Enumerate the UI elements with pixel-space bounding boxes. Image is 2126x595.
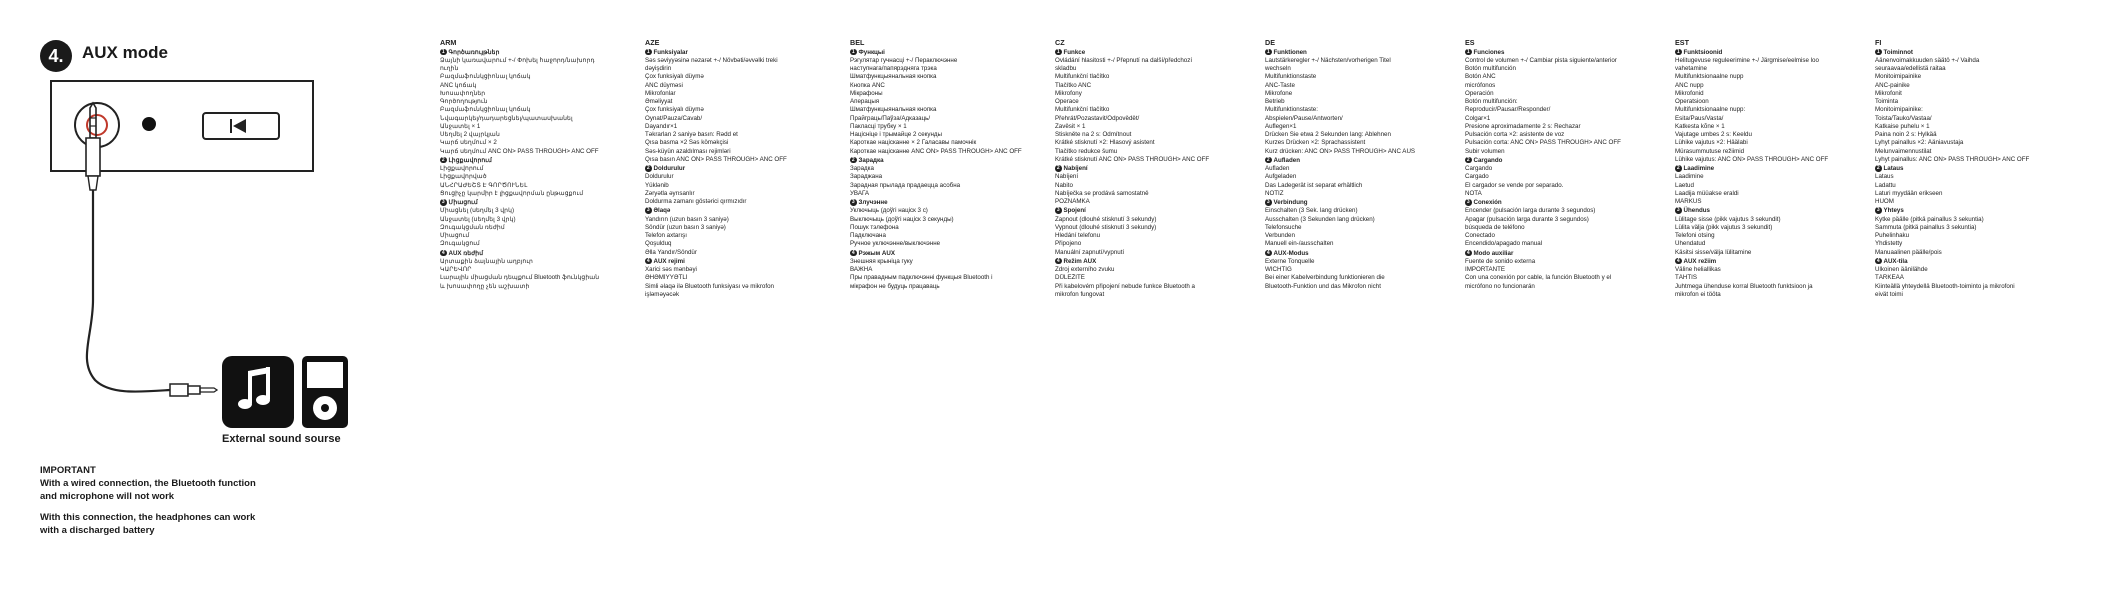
instruction-line: Helitugevuse reguleerimine +-/ Järgmise/eelmise loo	[1675, 56, 1819, 64]
instruction-line: Das Ladegerät ist separat erhältlich	[1265, 181, 1363, 189]
instruction-line: Аперацыя	[850, 98, 880, 106]
instruction-line: búsqueda de teléfono	[1465, 223, 1525, 231]
section-heading: 4 AUX režiim	[1676, 257, 1717, 265]
section-number-badge: 3	[1466, 199, 1470, 206]
section-heading: 3 Əlaqə	[646, 207, 671, 215]
section-heading: 2 Laadimine	[1676, 165, 1715, 173]
step-number-badge: 4.	[40, 40, 72, 72]
section-heading: 2 Doldurulur	[646, 165, 686, 173]
section-heading: 1 Funktionen	[1266, 48, 1307, 56]
instruction-line: Зараджана	[850, 173, 883, 181]
section-number-badge: 3	[441, 199, 445, 206]
instruction-line: Qısa basın ANC ON> PASS THROUGH> ANC OFF	[645, 155, 787, 163]
external-sound-source-device	[222, 355, 352, 429]
instruction-line: Кароткае націсканне × 2 Галасавы памочнік	[850, 139, 977, 147]
instruction-line: Laadija müüakse eraldi	[1675, 189, 1739, 197]
instruction-line: Բազմաֆունկցիոնալ կոճակ	[440, 106, 531, 114]
section-number-badge: 4	[1876, 257, 1880, 264]
instruction-line: Lataus	[1875, 173, 1894, 181]
section-heading: 2 Lataus	[1876, 165, 1904, 173]
instruction-line: ANC nupp	[1675, 81, 1704, 89]
section-number-badge: 1	[851, 48, 855, 55]
important-notes	[40, 465, 330, 547]
instruction-line: Mikrofonit	[1875, 89, 1902, 97]
instruction-line: Ручное уключэнне/выключэнне	[850, 240, 941, 248]
instruction-line: DŮLEŽITÉ	[1055, 274, 1085, 282]
section-number-badge: 3	[1056, 207, 1060, 214]
instruction-line: ԱՆՀՐԱԺԵՇՏ Է ԳՈՐԾՈՒՆԵԼ	[440, 181, 528, 189]
instruction-line: wechseln	[1265, 65, 1291, 73]
instruction-line: Fuente de sonido externa	[1465, 257, 1536, 265]
language-code: ARM	[440, 38, 457, 47]
instruction-line: Operace	[1055, 98, 1079, 106]
instruction-line: Lyhyt painallus ×2: Ääniavustaja	[1875, 139, 1964, 147]
instruction-line: Vypnout (dlouhé stisknutí 3 sekundy)	[1055, 223, 1157, 231]
instruction-line: Լիցքավորված	[440, 173, 487, 181]
instruction-line: Lyhyt painallus: ANC ON> PASS THROUGH> ANC OFF	[1875, 155, 2030, 163]
section-heading: 4 Modo auxiliar	[1466, 249, 1514, 257]
section-heading: 3 Verbindung	[1266, 199, 1308, 207]
instruction-line: HUOM	[1875, 198, 1894, 206]
instruction-line: Krátké stisknutí ANC ON> PASS THROUGH> ANC OFF	[1055, 155, 1210, 163]
section-heading: 3 Злучэнне	[851, 199, 888, 207]
instruction-line: Připojeno	[1055, 240, 1082, 248]
instruction-line: Telefoni otsing	[1675, 232, 1715, 240]
instruction-line: Зарадка	[850, 165, 874, 173]
instruction-line: Doldurulur	[645, 173, 674, 181]
section-number-badge: 3	[1876, 207, 1880, 214]
instruction-line: Кароткае націсканне ANC ON> PASS THROUGH> ANC OFF	[850, 147, 1022, 155]
instruction-line: Yhdistetty	[1875, 240, 1903, 248]
section-heading: 2 Aufladen	[1266, 156, 1300, 164]
instruction-line: Əməliyyat	[645, 98, 673, 106]
section-number-badge: 4	[441, 249, 445, 256]
instruction-line: Zəryətla əyrısanlır	[645, 189, 695, 197]
instruction-line: Reproducir/Pausar/Responder/	[1465, 106, 1551, 114]
instruction-line: Lühike vajutus ×2: Häälabi	[1675, 139, 1748, 147]
instruction-line: Ձայնի կառավարում +-/ Փոխել հաջորդ/նախորդ	[440, 56, 595, 64]
instruction-line: Oynat/Pauza/Cavab/	[645, 114, 703, 122]
language-code: EST	[1675, 38, 1689, 47]
instruction-line: Նվագարկել/դադարեցնել/պատասխանել	[440, 114, 573, 122]
instruction-line: Laadimine	[1675, 173, 1704, 181]
section-number-badge: 3	[646, 207, 650, 214]
instruction-line: Լիցքավորում	[440, 165, 484, 173]
instruction-line: Apagar (pulsación larga durante 3 segundos)	[1465, 215, 1589, 223]
notes-line-2: and microphone will not work	[40, 490, 175, 502]
instruction-line: Sammuta (pitkä painallus 3 sekuntia)	[1875, 223, 1977, 231]
instruction-line: Мікрафоны	[850, 89, 883, 97]
instruction-line: mikrofon fungovat	[1055, 290, 1105, 298]
instruction-line: Vajutage umbes 2 s: Keeldu	[1675, 131, 1752, 139]
instruction-line: Pulsación corta: ANC ON> PASS THROUGH> ANC OFF	[1465, 139, 1621, 147]
instruction-line: Manuell ein-/ausschalten	[1265, 240, 1334, 248]
instruction-line: Con una conexión por cable, la función Bluetooth y el	[1465, 274, 1612, 282]
instruction-line: Tlačítko ANC	[1055, 81, 1092, 89]
instruction-line: TÄRKEÄÄ	[1875, 274, 1904, 282]
instruction-line: Juhtmega ühenduse korral Bluetooth funktsioon ja	[1675, 282, 1813, 290]
instruction-line: наступнага/папярэдняга трэка	[850, 65, 937, 73]
instruction-line: Զուգակցում	[440, 240, 480, 248]
language-code: BEL	[850, 38, 865, 47]
instruction-line: Drücken Sie etwa 2 Sekunden lang: Ablehnen	[1265, 131, 1391, 139]
section-heading: 2 Nabíjení	[1056, 165, 1088, 173]
instruction-line: işləməyəcək	[645, 290, 680, 298]
instruction-line: Lülita välja (pikk vajutus 3 sekundit)	[1675, 223, 1773, 231]
instruction-line: Väline heliallikas	[1675, 266, 1721, 274]
instruction-line: ƏHƏMİYYƏTLİ	[645, 274, 688, 282]
instruction-line: Ulkoinen äänilähde	[1875, 266, 1928, 274]
instruction-line: micrófonos	[1465, 81, 1496, 89]
instruction-line: Qoşulduq	[645, 240, 672, 248]
instruction-line: Արտաքին ձայնային աղբյուր	[440, 257, 533, 265]
instruction-line: Externe Tonquelle	[1265, 257, 1315, 265]
language-column	[1055, 38, 1255, 299]
section-heading: 3 Ühendus	[1676, 207, 1710, 215]
instruction-line: ANC-painike	[1875, 81, 1910, 89]
instruction-line: Botón multifunción	[1465, 65, 1516, 73]
instruction-line: Melunvaimennustilat	[1875, 147, 1932, 155]
instruction-line: Ühendatud	[1675, 240, 1706, 248]
instruction-line: Ladattu	[1875, 181, 1896, 189]
instruction-line: Aufgeladen	[1265, 173, 1297, 181]
instruction-line: Control de volumen +-/ Cambiar pista siguiente/anterior	[1465, 56, 1617, 64]
instruction-line: Katkesta kõne × 1	[1675, 122, 1725, 130]
instruction-line: Manuaalinen päälle/pois	[1875, 248, 1942, 256]
aux-plug-icon	[86, 103, 100, 190]
language-code: CZ	[1055, 38, 1065, 47]
instruction-line: NOTA	[1465, 189, 1482, 197]
instruction-line: Multifunkční tlačítko	[1055, 73, 1110, 81]
notes-line-3: With this connection, the headphones can work	[40, 512, 256, 524]
instruction-line: Tlačítko redukce šumu	[1055, 147, 1118, 155]
instruction-line: Aufladen	[1265, 165, 1290, 173]
instruction-line: Stiskněte na 2 s: Odmítnout	[1055, 131, 1132, 139]
section-number-badge: 4	[851, 249, 855, 256]
instruction-line: Multifunktsionaalne nupp	[1675, 73, 1744, 81]
instruction-line: Սեղմել 2 վայրկյան	[440, 131, 500, 139]
instruction-line: Nabito	[1055, 181, 1073, 189]
instruction-line: Presione aproximadamente 2 s: Rechazar	[1465, 122, 1581, 130]
instruction-line: Բազմաֆունկցիոնալ կոճակ	[440, 73, 531, 81]
instruction-line: Multifunktsionaalne nupp:	[1675, 106, 1746, 114]
instruction-line: Yandırın (uzun basın 3 saniyə)	[645, 215, 729, 223]
step-title: AUX mode	[82, 43, 168, 62]
section-number-badge: 2	[1056, 165, 1060, 172]
instruction-line: Paina noin 2 s: Hylkää	[1875, 131, 1937, 139]
instruction-line: Puhelinhaku	[1875, 232, 1910, 240]
instruction-line: MÄRKUS	[1675, 198, 1702, 206]
section-number-badge: 2	[441, 156, 445, 163]
instruction-line: Знешняя крыніца гуку	[850, 257, 913, 265]
language-column	[1675, 38, 1875, 299]
instruction-line: Encender (pulsación larga durante 3 segundos)	[1465, 207, 1596, 215]
instruction-line: Encendido/apagado manual	[1465, 240, 1543, 248]
instruction-line: Кнопка ANC	[850, 81, 885, 89]
section-number-badge: 3	[851, 199, 855, 206]
section-heading: 3 Yhteys	[1876, 207, 1904, 215]
section-heading: 2 Зарадка	[851, 156, 884, 164]
instruction-line: skladbu	[1055, 65, 1077, 73]
instruction-line: Multifunktionstaste	[1265, 73, 1317, 81]
instruction-line: Mikrofone	[1265, 89, 1293, 97]
instruction-line: Při kabelovém připojení nebude funkce Bluetooth a	[1055, 282, 1195, 290]
instruction-line: ANC կոճակ	[440, 81, 477, 89]
instruction-line: Colgar×1	[1465, 114, 1491, 122]
instruction-line: Krátké stisknutí ×2: Hlasový asistent	[1055, 139, 1155, 147]
section-number-badge: 3	[1676, 207, 1680, 214]
instruction-line: Пакласці трубку × 1	[850, 122, 907, 130]
instruction-line: Անջատել (սեղմել 3 վրկ)	[440, 215, 516, 223]
section-heading: 4 AUX ռեժիմ	[441, 249, 484, 257]
instruction-line: mikrofon ei tööta	[1675, 290, 1721, 298]
instruction-line: Zavěsit × 1	[1055, 122, 1086, 130]
section-number-badge: 4	[1266, 249, 1270, 256]
section-number-badge: 1	[1056, 48, 1060, 55]
instruction-line: Kurz drücken: ANC ON> PASS THROUGH> ANC AUS	[1265, 147, 1416, 155]
instruction-line: Пошук тэлефона	[850, 223, 899, 231]
instruction-line: ուղին	[440, 65, 459, 73]
instruction-line: IMPORTANTE	[1465, 266, 1505, 274]
instruction-line: Միացնել (սեղմել 3 վրկ)	[440, 207, 515, 215]
aux-plug-end-icon	[170, 384, 217, 396]
instruction-line: Esita/Paus/Vasta/	[1675, 114, 1724, 122]
instruction-line: Рэгулятар гучнасці +-/ Пераключэнне	[850, 56, 958, 64]
instruction-line: Monitoimipainike	[1875, 73, 1922, 81]
instruction-line: Səs-küyün azaldılması rejimləri	[645, 147, 731, 155]
section-heading: 3 Spojení	[1056, 207, 1086, 215]
section-heading: 2 Cargando	[1466, 156, 1503, 164]
instruction-line: Выключыць (доўгі націск 3 секунды)	[850, 215, 954, 223]
section-heading: 4 AUX-tila	[1876, 257, 1908, 265]
instruction-line: Գործողություն	[440, 98, 488, 106]
instruction-line: Toiminta	[1875, 98, 1899, 106]
instruction-line: WICHTIG	[1265, 266, 1292, 274]
instruction-line: Միացում	[440, 232, 470, 240]
language-column	[1875, 38, 2075, 299]
section-heading: 4 AUX rejimi	[646, 257, 685, 265]
instruction-line: Operación	[1465, 89, 1494, 97]
music-app-icon	[222, 356, 294, 428]
language-column	[645, 38, 845, 299]
section-heading: 1 Функцыі	[851, 48, 885, 56]
instruction-line: NOTIZ	[1265, 189, 1284, 197]
instruction-line: Botón ANC	[1465, 73, 1496, 81]
instruction-line: Səs səviyyəsinə nəzarət +-/ Növbəti/əvvəlki treki	[645, 56, 778, 64]
instruction-line: Mikrofonlar	[645, 89, 676, 97]
instruction-line: Telefonsuche	[1265, 223, 1302, 231]
instruction-line: Laturi myydään erikseen	[1875, 189, 1943, 197]
section-number-badge: 2	[1676, 165, 1680, 172]
section-number-badge: 2	[851, 156, 855, 163]
instruction-line: vahetamine	[1675, 65, 1707, 73]
instruction-line: Betrieb	[1265, 98, 1285, 106]
instruction-line: dəyişdirin	[645, 65, 672, 73]
instruction-line: Yüklənib	[645, 181, 669, 189]
instruction-line: Kiinteällä yhteydellä Bluetooth-toiminto ja mikrofoni	[1875, 282, 2015, 290]
instruction-line: ВАЖНА	[850, 266, 873, 274]
instruction-line: Nabíjení	[1055, 173, 1079, 181]
section-heading: 3 Միացում	[441, 199, 478, 207]
instruction-line: Qısa basma ×2 Səs köməkçisi	[645, 139, 729, 147]
instruction-line: Multifunkční tlačítko	[1055, 106, 1110, 114]
instruction-line: Äänenvoimakkuuden säätö +-/ Vaihda	[1875, 56, 1980, 64]
instruction-line: Conectado	[1465, 232, 1495, 240]
instruction-line: Kurzes Drücken ×2: Sprachassistent	[1265, 139, 1366, 147]
instruction-line: Multifunktionstaste:	[1265, 106, 1318, 114]
instruction-line: Bei einer Kabelverbindung funktionieren die	[1265, 274, 1385, 282]
source-caption: External sound sourse	[222, 433, 341, 445]
instruction-line: Katkaise puhelu × 1	[1875, 122, 1930, 130]
language-column	[1465, 38, 1665, 291]
instruction-line: Botón multifunción:	[1465, 98, 1518, 106]
section-number-badge: 2	[1466, 156, 1470, 163]
instruction-line: Lautstärkeregler +-/ Nächsten/vorherigen Titel	[1265, 56, 1391, 64]
section-number-badge: 2	[1876, 165, 1880, 172]
instruction-line: Přehrát/Pozastavit/Odpovědět/	[1055, 114, 1140, 122]
instruction-line: Manuální zapnutí/vypnutí	[1055, 248, 1125, 256]
instruction-line: Cargado	[1465, 173, 1489, 181]
instruction-line: Ցուցիչը կարմիր է լիցքավորման ընթացքում	[440, 189, 584, 197]
instruction-line: Subir volumen	[1465, 147, 1505, 155]
instruction-line: Toista/Tauko/Vastaa/	[1875, 114, 1932, 122]
instruction-line: Шматфункцыянальная кнопка	[850, 106, 937, 114]
instruction-line: eivät toimi	[1875, 290, 1903, 298]
instruction-line: TÄHTIS	[1675, 274, 1698, 282]
instruction-line: Зарадная прылада прадаецца асобна	[850, 181, 961, 189]
language-code: AZE	[645, 38, 660, 47]
instruction-line: Націсніце і трымайце 2 секунды	[850, 131, 942, 139]
instruction-line: Operatsioon	[1675, 98, 1709, 106]
section-heading: 4 Režim AUX	[1056, 257, 1097, 265]
instruction-line: Zdroj externího zvuku	[1055, 266, 1115, 274]
instruction-line: Падключана	[850, 232, 886, 240]
section-number-badge: 1	[1676, 48, 1680, 55]
section-heading: 3 Conexión	[1466, 199, 1502, 207]
instruction-line: Çox funksiyalı düymə	[645, 106, 704, 114]
instruction-line: Уключыць (доўгі націск 3 с)	[850, 207, 928, 215]
language-column	[1265, 38, 1465, 291]
instruction-line: мікрафон не будуць працаваць	[850, 282, 940, 290]
section-number-badge: 2	[1266, 156, 1270, 163]
instruction-line: Söndür (uzun basın 3 saniyə)	[645, 223, 726, 231]
section-heading: 4 AUX-Modus	[1266, 249, 1309, 257]
instruction-line: micrófono no funcionarán	[1465, 282, 1535, 290]
instruction-line: Mikrofonid	[1675, 89, 1704, 97]
instruction-line: Ausschalten (3 Sekunden lang drücken)	[1265, 215, 1375, 223]
instruction-line: Monitoimipainike:	[1875, 106, 1923, 114]
instruction-line: ANC düyməsi	[645, 81, 683, 89]
instruction-line: Xarici səs mənbəyi	[645, 266, 697, 274]
language-column	[440, 38, 640, 291]
instruction-line: Կարճ սեղմում × 2	[440, 139, 497, 147]
instruction-line: Nabíječka se prodává samostatně	[1055, 189, 1149, 197]
instruction-line: Einschalten (3 Sek. lang drücken)	[1265, 207, 1358, 215]
section-number-badge: 4	[1466, 249, 1470, 256]
instruction-line: Пры правадным падключэнні функцыя Bluetooth і	[850, 274, 993, 282]
instruction-line: Təkrarlan 2 saniyə basın: Rədd et	[645, 131, 738, 139]
instruction-line: Mikrofony	[1055, 89, 1082, 97]
language-column	[850, 38, 1050, 291]
instruction-line: Laetud	[1675, 181, 1694, 189]
section-number-badge: 1	[646, 48, 650, 55]
instruction-line: Verbunden	[1265, 232, 1295, 240]
instruction-line: Bluetooth-Funktion und das Mikrofon nicht	[1265, 282, 1381, 290]
instruction-line: Mürasummutuse režiimid	[1675, 147, 1745, 155]
section-heading: 4 Рэжым AUX	[851, 249, 895, 257]
language-code: DE	[1265, 38, 1275, 47]
section-number-badge: 1	[1266, 48, 1270, 55]
section-number-badge: 1	[441, 48, 445, 55]
instruction-line: Çox funksiyalı düymə	[645, 73, 704, 81]
section-number-badge: 1	[1876, 48, 1880, 55]
instruction-line: Կարճ սեղմում ANC ON> PASS THROUGH> ANC OFF	[440, 147, 599, 155]
notes-line-4: with a discharged battery	[40, 525, 155, 537]
instruction-line: ԿԱՐԵՎՈՐ	[440, 266, 472, 274]
section-heading: 1 Funksiyalar	[646, 48, 688, 56]
section-heading: 1 Toiminnot	[1876, 48, 1913, 56]
instruction-line: Abspielen/Pause/Antworten/	[1265, 114, 1343, 122]
section-number-badge: 4	[646, 257, 650, 264]
instruction-line: El cargador se vende por separado.	[1465, 181, 1564, 189]
instruction-line: և խոսափողը չեն աշխատի	[440, 282, 530, 290]
language-code: FI	[1875, 38, 1882, 47]
instruction-line: Լարային միացման դեպքում Bluetooth ֆունկցիան	[440, 274, 600, 282]
notes-heading: IMPORTANT	[40, 465, 96, 476]
section-number-badge: 3	[1266, 199, 1270, 206]
section-heading: 1 Funkce	[1056, 48, 1086, 56]
instruction-line: Զուգակցման ռեժիմ	[440, 223, 505, 231]
instruction-line: Hledání telefonu	[1055, 232, 1101, 240]
section-heading: 2 Լիցքավորում	[441, 156, 492, 164]
section-heading: 1 Funciones	[1466, 48, 1505, 56]
section-number-badge: 4	[1056, 257, 1060, 264]
section-number-badge: 1	[1466, 48, 1470, 55]
instruction-line: Əlla Yandır/Söndür	[645, 248, 697, 256]
instruction-line: Zapnout (dlouhé stisknutí 3 sekundy)	[1055, 215, 1157, 223]
instruction-line: POZNÁMKA	[1055, 198, 1090, 206]
instruction-line: Cargando	[1465, 165, 1493, 173]
aux-cable-line	[87, 190, 170, 392]
instruction-line: ANC-Taste	[1265, 81, 1295, 89]
section-number-badge: 4	[1676, 257, 1680, 264]
instruction-line: Шматфункцыянальная кнопка	[850, 73, 937, 81]
instruction-line: Dayandır×1	[645, 122, 678, 130]
instruction-line: Lühike vajutus: ANC ON> PASS THROUGH> ANC OFF	[1675, 155, 1829, 163]
instruction-line: Lülitage sisse (pikk vajutus 3 sekundit)	[1675, 215, 1781, 223]
instruction-line: Прайграць/Паўза/Адказаць/	[850, 114, 931, 122]
instruction-line: Auflegen×1	[1265, 122, 1297, 130]
notes-line-1: With a wired connection, the Bluetooth function	[40, 477, 256, 489]
language-code: ES	[1465, 38, 1475, 47]
instruction-line: Kytke päälle (pitkä painallus 3 sekuntia)	[1875, 215, 1984, 223]
section-heading: 1 Funktsioonid	[1676, 48, 1723, 56]
instruction-line: Käsitsi sisse/välja lülitamine	[1675, 248, 1752, 256]
section-heading: 1 Գործառույթներ	[441, 48, 500, 56]
instruction-line: Telefon axtarışı	[645, 232, 687, 240]
instruction-line: Pulsación corta ×2: asistente de voz	[1465, 131, 1565, 139]
instruction-line: УВАГА	[850, 189, 870, 197]
section-number-badge: 2	[646, 165, 650, 172]
instruction-line: Doldurma zamanı göstərici qırmızıdır	[645, 198, 747, 206]
instruction-line: Խոսափողներ	[440, 89, 486, 97]
instruction-line: seuraavaa/edellistä raitaa	[1875, 65, 1946, 73]
instruction-line: Անջատել × 1	[440, 122, 481, 130]
instruction-line: Simli əlaqə ilə Bluetooth funksiyası və mikrofon	[645, 282, 774, 290]
instruction-line: Ovládání hlasitosti +-/ Přepnutí na další/předchozí	[1055, 56, 1193, 64]
